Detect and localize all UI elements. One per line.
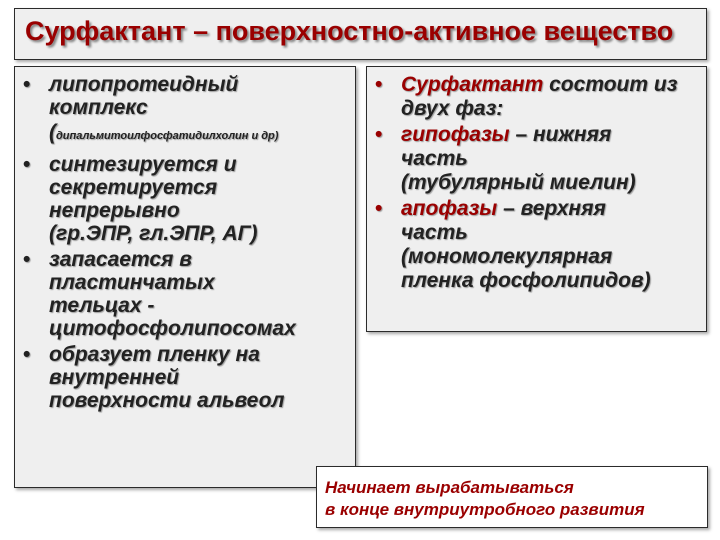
list-item (17, 343, 296, 412)
bullet-icon: • (23, 248, 31, 271)
left-column-box (14, 66, 356, 488)
left-bullet-list (17, 73, 296, 415)
list-item (17, 248, 296, 340)
bullet-line: часть (401, 147, 468, 170)
bullet-line (49, 119, 296, 150)
term-apophase: апофазы (401, 197, 498, 220)
list-item (17, 73, 296, 150)
bullet-line: липопротеидный (49, 73, 239, 96)
bullet-line: (тубулярный миелин) (401, 171, 636, 194)
bullet-line: синтезируется и (49, 153, 237, 176)
bullet-icon: • (375, 197, 383, 220)
bullet-line: цитофосфолипосомах (49, 317, 296, 340)
slide-title: Сурфактант – поверхностно-активное вещество (25, 16, 674, 46)
bullet-line (401, 197, 677, 221)
bullet-line: поверхности альвеол (49, 389, 285, 412)
note-line: в конце внутриутробного развития (325, 500, 645, 519)
bullet-line: часть (401, 221, 468, 244)
right-bullet-list (369, 73, 677, 295)
bullet-text: – верхняя (497, 197, 606, 220)
bullet-line: двух фаз: (401, 97, 504, 120)
title-box (14, 8, 707, 60)
bullet-line (401, 73, 677, 97)
bullet-line: (мономолекулярная (401, 245, 613, 268)
bullet-line: пленка фосфолипидов) (401, 269, 651, 292)
bullet-line: непрерывно (49, 199, 180, 222)
bullet-icon: • (23, 153, 31, 176)
term-surfactant: Сурфактант (401, 73, 544, 96)
bullet-text: состоит из (543, 73, 678, 96)
list-item (369, 197, 677, 293)
bullet-line (401, 123, 677, 147)
list-item (17, 153, 296, 245)
list-item (369, 123, 677, 195)
bullet-text: – нижняя (509, 123, 612, 146)
paren-text: дипальмитоилфосфатидилхолин и др) (56, 130, 279, 142)
bullet-line: секретируется (49, 176, 218, 199)
bullet-line: (гр.ЭПР, гл.ЭПР, АГ) (49, 222, 258, 245)
note-box (316, 466, 708, 528)
bullet-line: тельцах - (49, 294, 155, 317)
right-column-box (366, 66, 707, 332)
bullet-icon: • (375, 123, 383, 146)
paren-open: ( (49, 121, 56, 144)
bullet-line: комплекс (49, 96, 148, 119)
bullet-line: пластинчатых (49, 271, 215, 294)
bullet-icon: • (23, 73, 31, 96)
note-line: Начинает вырабатываться (325, 478, 574, 497)
bullet-line: внутренней (49, 366, 180, 389)
term-hypophase: гипофазы (401, 123, 510, 146)
bullet-line: запасается в (49, 248, 192, 271)
bullet-line: образует пленку на (49, 343, 260, 366)
list-item (369, 73, 677, 121)
bullet-icon: • (23, 343, 31, 366)
bullet-icon: • (375, 73, 383, 96)
note-text (325, 477, 645, 521)
